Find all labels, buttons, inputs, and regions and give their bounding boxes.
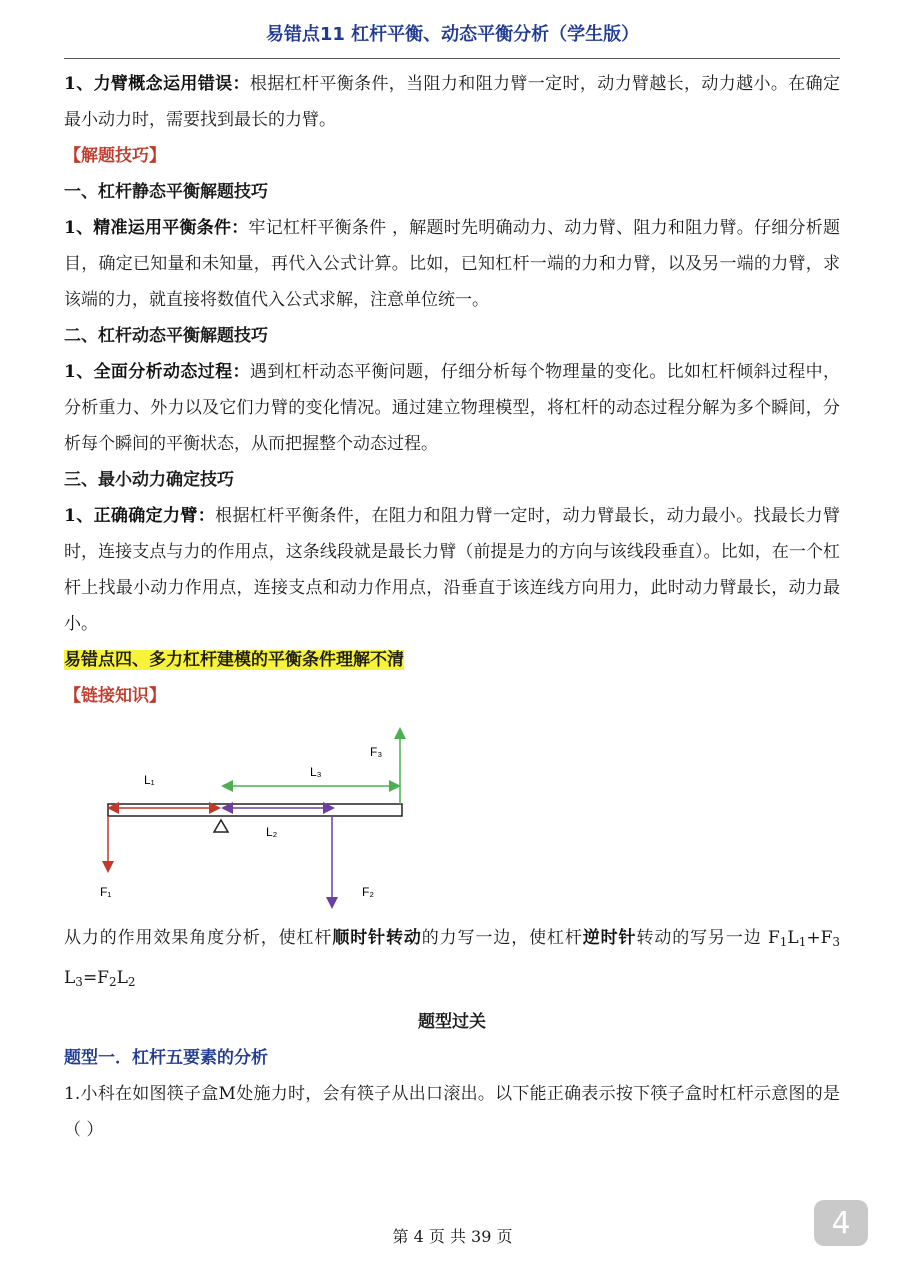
- label-l3: L₃: [310, 765, 322, 779]
- question1-text: 1.小科在如图筷子盒M处施力时，会有筷子从出口滚出。以下能正确表示按下筷子盒时杠杆示意图的是（ ）: [64, 1084, 840, 1140]
- fulcrum-triangle: [214, 820, 228, 832]
- section1-paragraph: [64, 210, 840, 318]
- formula-sub: 1: [798, 935, 807, 949]
- label-l1: L₁: [144, 773, 155, 787]
- document-body: [64, 66, 840, 1148]
- label-l2: L₂: [266, 825, 278, 839]
- formula-text: L: [787, 928, 799, 948]
- formula-sub: 2: [108, 975, 117, 989]
- title-divider: [64, 58, 840, 59]
- analysis-part1: 从力的作用效果角度分析，使杠杆: [64, 928, 333, 948]
- label-f2: F₂: [362, 885, 374, 899]
- formula-text: +F: [806, 928, 833, 948]
- label-f1: F₁: [100, 885, 112, 899]
- formula-sub: 1: [779, 935, 788, 949]
- tips-heading: 【解题技巧】: [64, 146, 166, 166]
- intro-paragraph: [64, 66, 840, 138]
- page-footer: 第 4 页 共 39 页: [392, 1227, 513, 1246]
- formula-sub: 3: [75, 975, 83, 989]
- pass-heading: 题型过关: [418, 1012, 486, 1032]
- link-heading: 【链接知识】: [64, 686, 166, 706]
- type1-heading: 题型一．杠杆五要素的分析: [64, 1048, 268, 1068]
- analysis-bold1: 顺时针转动: [332, 928, 422, 948]
- formula-text: L: [64, 968, 76, 988]
- section2-text: 遇到杠杆动态平衡问题，仔细分析每个物理量的变化。比如杠杆倾斜过程中，分析重力、外力以及它们力臂的变化情况。通过建立物理模型，将杠杆的动态过程分解为多个瞬间，分析每个瞬间的平衡状态，从而把握整个动态过程。: [64, 362, 840, 454]
- lever-diagram: [94, 724, 454, 914]
- formula-text: =F: [82, 968, 109, 988]
- section2-paragraph: [64, 354, 840, 462]
- section3-text: 根据杠杆平衡条件，在阻力和阻力臂一定时，动力臂最长，动力最小。找最长力臂时，连接支点与力的作用点，这条线段就是最长力臂（前提是力的方向与该线段垂直）。比如，在一个杠杆上找最小动力作用点，连接支点和动力作用点，沿垂直于该连线方向用力，此时动力臂最长，动力最小。: [64, 506, 840, 634]
- analysis-bold2: 逆时针: [582, 928, 637, 948]
- page-title: 易错点11 杠杆平衡、动态平衡分析（学生版）: [265, 24, 640, 45]
- lever-beam: [108, 804, 402, 816]
- formula-text: L: [116, 968, 128, 988]
- section2-label: 1、全面分析动态过程：: [64, 362, 250, 382]
- intro-label: 1、力臂概念运用错误：: [64, 74, 250, 94]
- page-number-badge: 4: [814, 1200, 868, 1246]
- mistake4-line: [64, 642, 840, 678]
- formula-sub: 2: [127, 975, 136, 989]
- formula-sub: 3: [832, 935, 841, 949]
- section1-label: 1、精准运用平衡条件：: [64, 218, 249, 238]
- section3-heading: 三、最小动力确定技巧: [64, 470, 234, 490]
- section2-heading: 二、杠杆动态平衡解题技巧: [64, 326, 268, 346]
- analysis-part2: 的力写一边，使杠杆: [421, 928, 583, 948]
- section3-label: 1、正确确定力臂：: [64, 506, 216, 526]
- analysis-paragraph: [64, 920, 840, 1000]
- intro-text: 根据杠杆平衡条件，当阻力和阻力臂一定时，动力臂越长，动力越小。在确定最小动力时，需要找到最长的力臂。: [64, 74, 840, 130]
- analysis-part3: 转动的写另一边 F: [636, 928, 780, 948]
- mistake4-heading: 易错点四、多力杠杆建模的平衡条件理解不清: [64, 650, 404, 670]
- label-f3: F₃: [370, 745, 383, 759]
- section1-heading: 一、杠杆静态平衡解题技巧: [64, 182, 268, 202]
- section3-paragraph: [64, 498, 840, 642]
- section1-text: 牢记杠杆平衡条件 ，解题时先明确动力、动力臂、阻力和阻力臂。仔细分析题目，确定已知量和未知量，再代入公式计算。比如，已知杠杆一端的力和力臂，以及另一端的力臂，求该端的力，就直接将数值代入公式求解，注意单位统一。: [64, 218, 840, 310]
